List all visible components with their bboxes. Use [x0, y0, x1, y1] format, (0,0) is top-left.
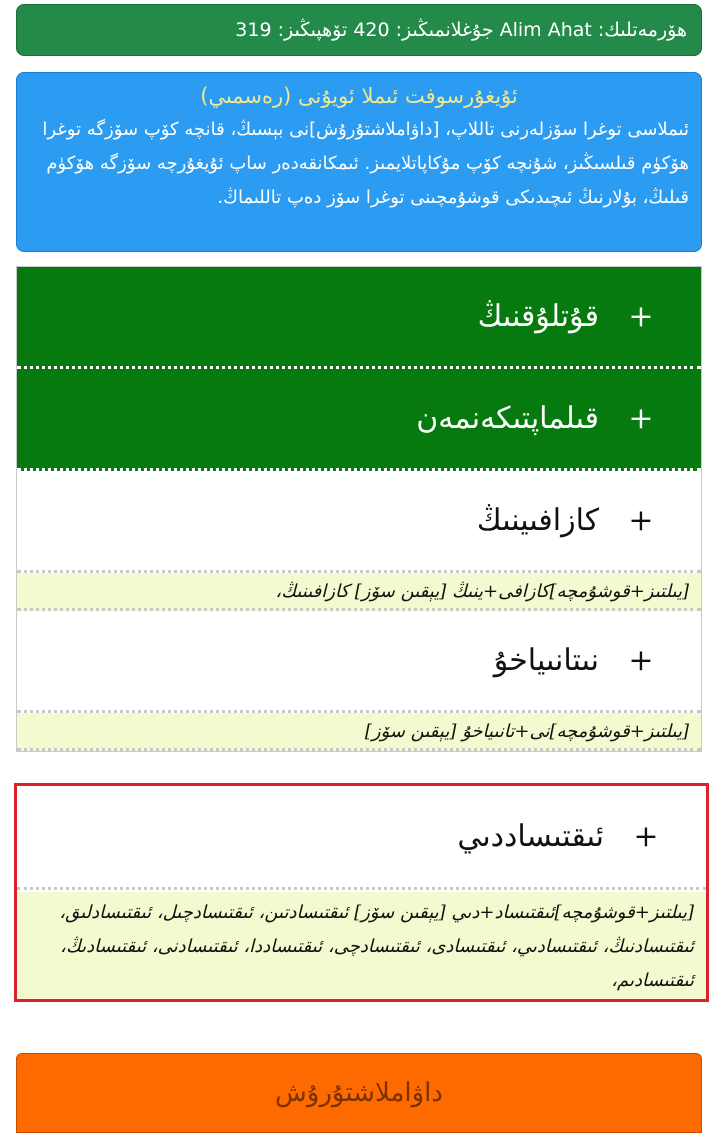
plus-icon: + [633, 819, 659, 854]
instructions-panel [16, 72, 702, 252]
continue-button[interactable]: داۋاملاشتۇرۇش [16, 1053, 702, 1133]
plus-icon: + [628, 643, 654, 678]
word-label: قىلماپتىكەنمەن [416, 401, 599, 436]
word-definition: [يىلتىز+قوشۇمچە]نى+تانىياخۇ [يېقىن سۆز] [17, 713, 701, 751]
plus-icon: + [628, 503, 654, 538]
user-stats-bar [16, 4, 702, 56]
word-label: قۇتلۇقنىڭ [477, 299, 599, 334]
word-option-selected[interactable] [17, 267, 701, 369]
word-list [16, 266, 702, 752]
word-option[interactable] [17, 471, 701, 573]
instructions-text: ئىملاسى توغرا سۆزلەرنى تاللاپ، [داۋاملاشتۇرۇش]نى بېسىڭ، قانچە كۆپ سۆزگە توغرا ھۆكۈم قىلسىڭىز، شۇنچە كۆپ مۇكاپاتلايمىز. ئىمكانقەدەر ساپ ئۇيغۇرچە سۆزگە ھۆكۈم قىلىڭ، بۇلارنىڭ ئىچىدىكى قوشۇمچىنى توغرا سۆز دەپ تاللىماڭ. [42, 119, 689, 208]
word-label: نىتانىياخۇ [493, 643, 599, 678]
word-option-selected[interactable] [17, 369, 701, 471]
word-definition: [يىلتىز+قوشۇمچە]ئىقتىساد+دىي [يېقىن سۆز] ئىقتىسادتىن، ئىقتىسادچىل، ئىقتىسادلىق، ئىقتىسادنىڭ، ئىقتىسادىي، ئىقتىسادى، ئىقتىسادچى، ئىقتىساددا، ئىقتىسادنى، ئىقتىسادىڭ، ئىقتىسادىم، [17, 892, 706, 999]
word-option-highlighted[interactable] [17, 786, 706, 890]
plus-icon: + [628, 401, 654, 436]
user-stats-text: هۆرمەتلىك: Alim Ahat جۇغلانمىڭىز: 420 تۆھپىڭىز: 319 [235, 19, 687, 41]
word-label: ئىقتىساددىي [457, 819, 604, 854]
word-label: كازافىينىڭ [476, 503, 599, 538]
word-definition: [يىلتىز+قوشۇمچە]كازافى+ينىڭ [يېقىن سۆز] كازافىنىڭ، [17, 573, 701, 611]
plus-icon: + [628, 299, 654, 334]
word-option[interactable] [17, 611, 701, 713]
instructions-title: ئۇيغۇرسوفت ئىملا ئويۇنى (رەسمىي) [200, 84, 518, 108]
